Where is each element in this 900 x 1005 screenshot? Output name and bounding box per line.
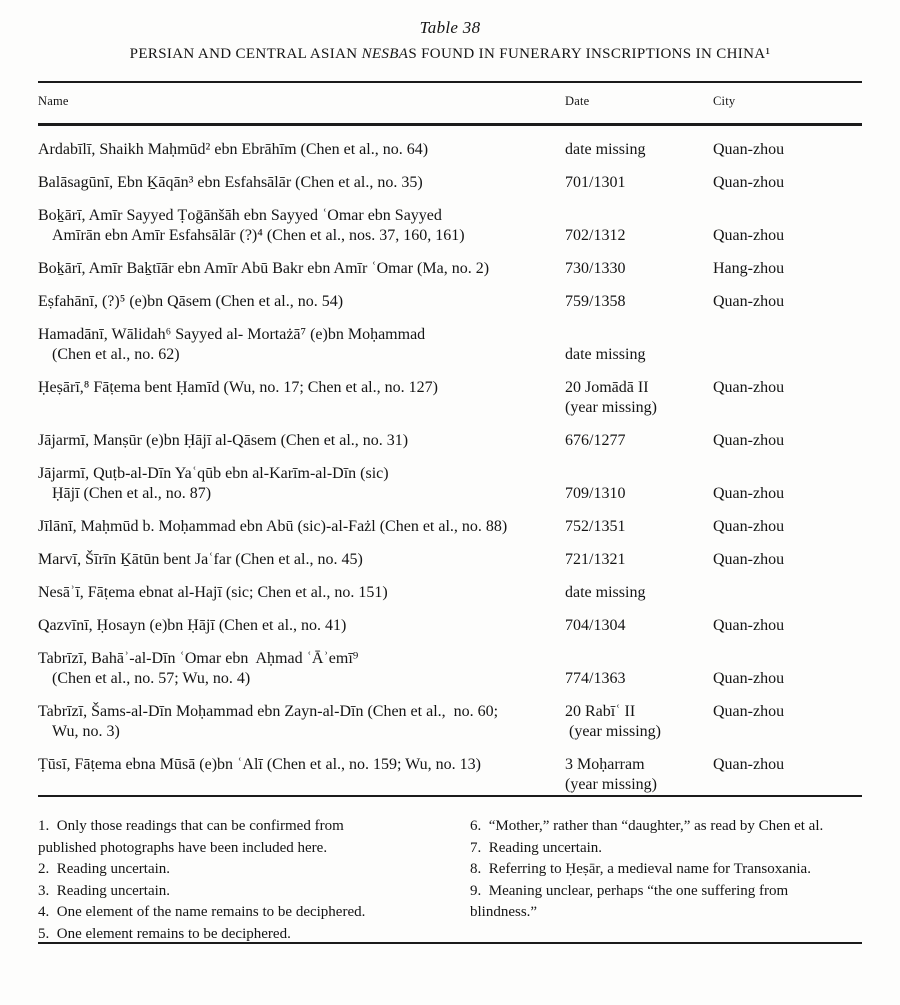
name-line: (Chen et al., no. 62) [52, 346, 180, 363]
city-cell: Quan-zhou [713, 703, 785, 720]
date-line: 752/1351 [565, 518, 626, 535]
footnote-line: 7. Reading uncertain. [470, 839, 603, 856]
date-cell [565, 702, 713, 742]
city-cell: Quan-zhou [713, 379, 785, 396]
date-line: 774/1363 [565, 670, 626, 687]
date-cell [565, 484, 713, 504]
date-line: 702/1312 [565, 227, 626, 244]
date-line: 676/1277 [565, 432, 626, 449]
table-row [38, 292, 862, 312]
footnote-line: 5. One element remains to be deciphered. [38, 925, 291, 942]
city-cell: Quan-zhou [713, 551, 785, 568]
date-line: (year missing) [565, 776, 657, 793]
table-row [38, 702, 862, 742]
table-row [38, 755, 862, 795]
date-line: 3 Moḥarram [565, 756, 645, 773]
footnote-item [38, 816, 470, 859]
date-cell [565, 173, 713, 193]
name-line: Balāsagūnī, Ebn Ḵāqān³ ebn Esfahsālār (Chen et al., no. 35) [38, 174, 423, 191]
date-line: date missing [565, 584, 646, 601]
footnote-line: 1. Only those readings that can be confirmed from [38, 818, 344, 834]
date-cell [565, 378, 713, 418]
name-cell [38, 140, 565, 160]
table-number-label: Table 38 [419, 18, 481, 37]
footnotes-column-right [470, 816, 862, 945]
name-line: Nesāʾī, Fāṭema ebnat al-Hajī (sic; Chen et al., no. 151) [38, 584, 388, 601]
table-row [38, 517, 862, 537]
name-line: Ṭūsī, Fāṭema ebna Mūsā (e)bn ʿAlī (Chen et al., no. 159; Wu, no. 13) [38, 756, 481, 773]
name-cell [38, 325, 565, 365]
date-line: 721/1321 [565, 551, 626, 568]
date-line: 20 Jomādā II [565, 379, 649, 396]
city-cell: Quan-zhou [713, 670, 785, 687]
date-cell [565, 140, 713, 160]
footnotes-column-left [38, 816, 470, 945]
footnotes-section [38, 816, 862, 945]
column-header-row [38, 94, 862, 109]
name-line: Ardabīlī, Shaikh Maḥmūd² ebn Ebrāhīm (Chen et al., no. 64) [38, 141, 429, 158]
table-row [38, 649, 862, 689]
city-cell: Quan-zhou [713, 141, 785, 158]
name-line: Qazvīnī, Ḥosayn (e)bn Ḥājī (Chen et al., no. 41) [38, 617, 347, 634]
date-line: date missing [565, 141, 646, 158]
name-line: Hamadānī, Wālidah⁶ Sayyed al- Mortażā⁷ (e)bn Moḥammad [38, 326, 426, 343]
name-cell [38, 259, 565, 279]
name-line: Amīrān ebn Amīr Esfahsālār (?)⁴ (Chen et al., nos. 37, 160, 161) [52, 227, 465, 244]
column-header-date: Date [565, 94, 590, 108]
date-line: (year missing) [565, 399, 657, 416]
footnote-line: 9. Meaning unclear, perhaps “the one suffering from [470, 882, 789, 899]
name-cell [38, 755, 565, 775]
date-cell [565, 583, 713, 603]
name-line: (Chen et al., no. 57; Wu, no. 4) [52, 670, 251, 687]
date-line: (year missing) [565, 723, 661, 740]
footnote-line: 8. Referring to Ḥeṣār, a medieval name for Transoxania. [470, 861, 811, 877]
table-row [38, 616, 862, 636]
city-cell: Quan-zhou [713, 227, 785, 244]
date-cell [565, 550, 713, 570]
footnote-item [38, 859, 470, 881]
city-cell: Quan-zhou [713, 485, 785, 502]
date-line: 709/1310 [565, 485, 626, 502]
table-row [38, 325, 862, 365]
footnote-line: 3. Reading uncertain. [38, 882, 171, 899]
footnote-line: 4. One element of the name remains to be deciphered. [38, 904, 366, 920]
column-header-city: City [713, 94, 736, 108]
name-line: Wu, no. 3) [52, 723, 120, 740]
table-row [38, 140, 862, 160]
date-line: 730/1330 [565, 260, 626, 277]
table-row [38, 259, 862, 279]
footnote-line: blindness.” [470, 904, 538, 920]
footnote-item [38, 881, 470, 903]
date-cell [565, 517, 713, 537]
name-line: Jājarmī, Quṭb-al-Dīn Yaʿqūb ebn al-Karīm-al-Dīn (sic) [38, 465, 389, 482]
date-cell [565, 259, 713, 279]
name-cell [38, 702, 565, 742]
city-cell: Quan-zhou [713, 756, 785, 773]
footnote-item [470, 859, 862, 881]
city-cell: Quan-zhou [713, 293, 785, 310]
name-cell [38, 583, 565, 603]
footnote-line: 6. “Mother,” rather than “daughter,” as read by Chen et al. [470, 818, 824, 834]
footnote-item [38, 902, 470, 924]
date-cell [565, 616, 713, 636]
name-line: Boḵārī, Amīr Sayyed Ṭoḡānšāh ebn Sayyed ʿOmar ebn Sayyed [38, 207, 442, 224]
date-cell [565, 292, 713, 312]
date-line: date missing [565, 346, 646, 363]
date-cell [565, 345, 713, 365]
top-rule [38, 81, 862, 83]
table-row [38, 431, 862, 451]
date-cell [565, 431, 713, 451]
name-cell [38, 517, 565, 537]
date-line: 704/1304 [565, 617, 626, 634]
footnote-line: 2. Reading uncertain. [38, 861, 171, 877]
table-row [38, 550, 862, 570]
name-cell [38, 431, 565, 451]
footnote-item [470, 881, 862, 924]
name-line: Boḵārī, Amīr Baḵtīār ebn Amīr Abū Bakr ebn Amīr ʿOmar (Ma, no. 2) [38, 260, 490, 277]
name-cell [38, 550, 565, 570]
name-line: Jājarmī, Manṣūr (e)bn Ḥājī al-Qāsem (Chen et al., no. 31) [38, 432, 409, 449]
table-title-italic-term: NESBA [361, 46, 409, 62]
name-line: Tabrīzī, Bahāʾ-al-Dīn ʿOmar ebn Aḥmad ʿĀʾemī⁹ [38, 650, 359, 667]
footnote-item [470, 816, 862, 838]
name-line: Ḥājī (Chen et al., no. 87) [52, 485, 212, 502]
name-line: Marvī, Šīrīn Ḵātūn bent Jaʿfar (Chen et al., no. 45) [38, 551, 363, 568]
name-line: Ḥeṣārī,⁸ Fāṭema bent Ḥamīd (Wu, no. 17; Chen et al., no. 127) [38, 379, 438, 396]
name-line: Eṣfahānī, (?)⁵ (e)bn Qāsem (Chen et al., no. 54) [38, 293, 344, 310]
column-header-name: Name [38, 94, 69, 108]
date-line: 20 Rabīʿ II [565, 703, 636, 720]
table-title-post: S FOUND IN FUNERARY INSCRIPTIONS IN CHINA¹ [408, 46, 771, 62]
date-line: 701/1301 [565, 174, 626, 191]
name-cell [38, 649, 565, 689]
name-cell [38, 173, 565, 193]
city-cell: Quan-zhou [713, 174, 785, 191]
table-title-pre: PERSIAN AND CENTRAL ASIAN [129, 46, 362, 62]
table-row [38, 173, 862, 193]
name-line: Jīlānī, Maḥmūd b. Moḥammad ebn Abū (sic)-al-Fażl (Chen et al., no. 88) [38, 518, 508, 535]
date-cell [565, 755, 713, 795]
footnote-item [470, 838, 862, 860]
table-bottom-rule [38, 795, 862, 797]
table-row [38, 583, 862, 603]
header-rule [38, 123, 862, 126]
name-line: Tabrīzī, Šams-al-Dīn Moḥammad ebn Zayn-al-Dīn (Chen et al., no. 60; [38, 703, 499, 720]
date-line: 759/1358 [565, 293, 626, 310]
table-row [38, 378, 862, 418]
name-cell [38, 206, 565, 246]
city-cell: Quan-zhou [713, 432, 785, 449]
table-body [38, 140, 862, 808]
name-cell [38, 292, 565, 312]
footnote-line: published photographs have been included here. [38, 839, 328, 856]
city-cell: Hang-zhou [713, 260, 785, 277]
date-cell [565, 226, 713, 246]
table-title [38, 46, 862, 63]
page-bottom-rule [38, 942, 862, 944]
table-row [38, 206, 862, 246]
name-cell [38, 464, 565, 504]
city-cell: Quan-zhou [713, 617, 785, 634]
name-cell [38, 616, 565, 636]
date-cell [565, 669, 713, 689]
table-row [38, 464, 862, 504]
city-cell: Quan-zhou [713, 518, 785, 535]
name-cell [38, 378, 565, 398]
